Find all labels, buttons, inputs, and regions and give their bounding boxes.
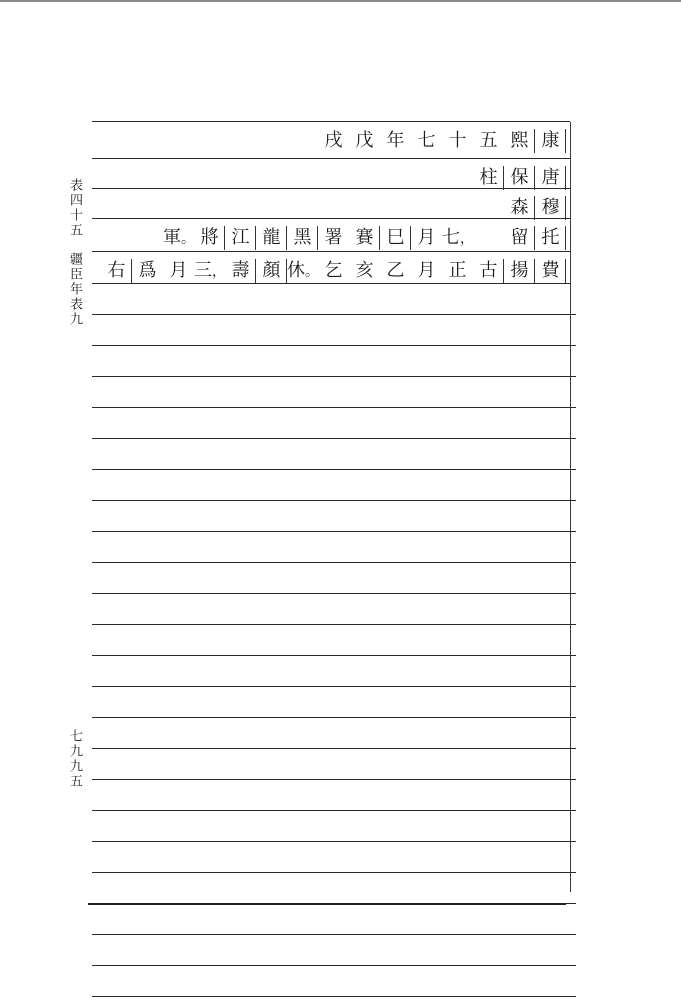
table-rule — [92, 158, 570, 159]
table-cell-char: 康 — [535, 126, 566, 152]
table-rule — [92, 841, 576, 842]
margin-title-char: 年 — [67, 282, 82, 297]
table-cell-char: 爲 — [138, 260, 157, 281]
margin-title-char: 臣 — [67, 267, 82, 282]
table-cell-char: 正 — [448, 260, 467, 281]
table-rule — [92, 218, 570, 219]
table-cell-char: 龍 — [256, 223, 287, 249]
chronology-table — [92, 118, 576, 898]
table-cell-char: 五 — [479, 130, 498, 151]
page-top-edge — [0, 0, 681, 2]
punctuation-mark: ， — [212, 264, 226, 280]
table-rule — [92, 314, 576, 315]
table-cell-char: 保 — [504, 163, 535, 189]
page-number-char: 五 — [67, 774, 82, 789]
table-right-border — [570, 122, 571, 892]
margin-title-char: 五 — [67, 223, 82, 238]
table-cell-char: 森 — [504, 193, 535, 219]
table-rule — [92, 655, 576, 656]
table-rule — [92, 562, 576, 563]
table-cell-char: 軍。 — [163, 227, 195, 248]
table-rule — [92, 717, 576, 718]
table-cell-char: 年 — [386, 130, 405, 151]
table-rule — [92, 965, 576, 966]
table-cell-char: 黑 — [287, 223, 318, 249]
table-rule — [92, 469, 576, 470]
table-cell-char: 柱 — [473, 163, 504, 189]
table-cell-char: 休。 — [287, 260, 319, 281]
table-cell-char: 七 — [417, 130, 436, 151]
page-number-char: 九 — [67, 744, 82, 759]
table-cell-char: 月 — [169, 260, 188, 281]
table-rule — [92, 686, 576, 687]
page-number — [60, 729, 84, 789]
table-rule — [92, 934, 576, 935]
margin-title-char: 表 — [67, 297, 82, 312]
table-rule — [92, 407, 576, 408]
table-rule — [92, 345, 576, 346]
table-cell-char: 十 — [448, 130, 467, 151]
table-cell-char: 古 — [473, 256, 504, 282]
margin-title-char: 十 — [67, 208, 82, 223]
table-rule — [92, 748, 576, 749]
table-rule — [92, 779, 576, 780]
table-cell-char: 戌 — [324, 130, 343, 151]
punctuation-mark: ， — [460, 231, 474, 247]
table-cell-char: 月 — [417, 260, 436, 281]
table-rule — [92, 121, 570, 122]
table-row — [318, 124, 566, 154]
table-row — [101, 254, 566, 284]
table-cell-char: 七， — [442, 227, 474, 248]
table-cell-char: 將 — [194, 223, 225, 249]
table-row — [163, 221, 566, 251]
table-cell-char: 三， — [194, 260, 226, 281]
table-cell-char: 揚 — [504, 256, 535, 282]
margin-title-char: 九 — [67, 312, 82, 327]
table-cell-char: 署 — [324, 227, 343, 248]
table-cell-char: 賽 — [349, 223, 380, 249]
table-cell-char: 托 — [535, 223, 566, 249]
page-number-char: 七 — [67, 729, 82, 744]
table-rule — [92, 500, 576, 501]
table-cell-char: 壽 — [225, 256, 256, 282]
table-cell-char: 月 — [417, 227, 436, 248]
table-cell-char: 熙 — [504, 126, 535, 152]
table-cell-char: 戊 — [355, 130, 374, 151]
page-number-char: 九 — [67, 759, 82, 774]
table-cell-char: 右 — [101, 256, 132, 282]
margin-title-char: 表 — [67, 178, 82, 193]
margin-title-char: 四 — [67, 193, 82, 208]
table-bottom-rule — [88, 903, 566, 905]
table-rule — [92, 593, 576, 594]
table-rule — [92, 624, 576, 625]
table-cell-char: 顏 — [256, 256, 287, 282]
table-rule — [92, 810, 576, 811]
table-rule — [92, 376, 576, 377]
table-cell-char: 乞 — [324, 260, 343, 281]
margin-title-char: 疆 — [67, 252, 82, 267]
table-cell-char: 唐 — [535, 163, 566, 189]
table-row — [504, 191, 566, 221]
margin-title — [60, 178, 84, 327]
table-rule — [92, 251, 570, 252]
table-cell-char: 留 — [504, 223, 535, 249]
table-rule — [92, 531, 576, 532]
table-rule — [92, 996, 576, 997]
punctuation-mark: 。 — [181, 231, 195, 247]
table-row — [473, 161, 566, 191]
table-cell-char: 乙 — [386, 260, 405, 281]
table-cell-char: 費 — [535, 256, 566, 282]
punctuation-mark: 。 — [305, 264, 319, 280]
table-cell-char: 巳 — [380, 223, 411, 249]
table-cell-char: 江 — [225, 223, 256, 249]
table-rule — [92, 438, 576, 439]
table-cell-char: 穆 — [535, 193, 566, 219]
table-cell-char: 亥 — [355, 260, 374, 281]
table-rule — [92, 872, 576, 873]
